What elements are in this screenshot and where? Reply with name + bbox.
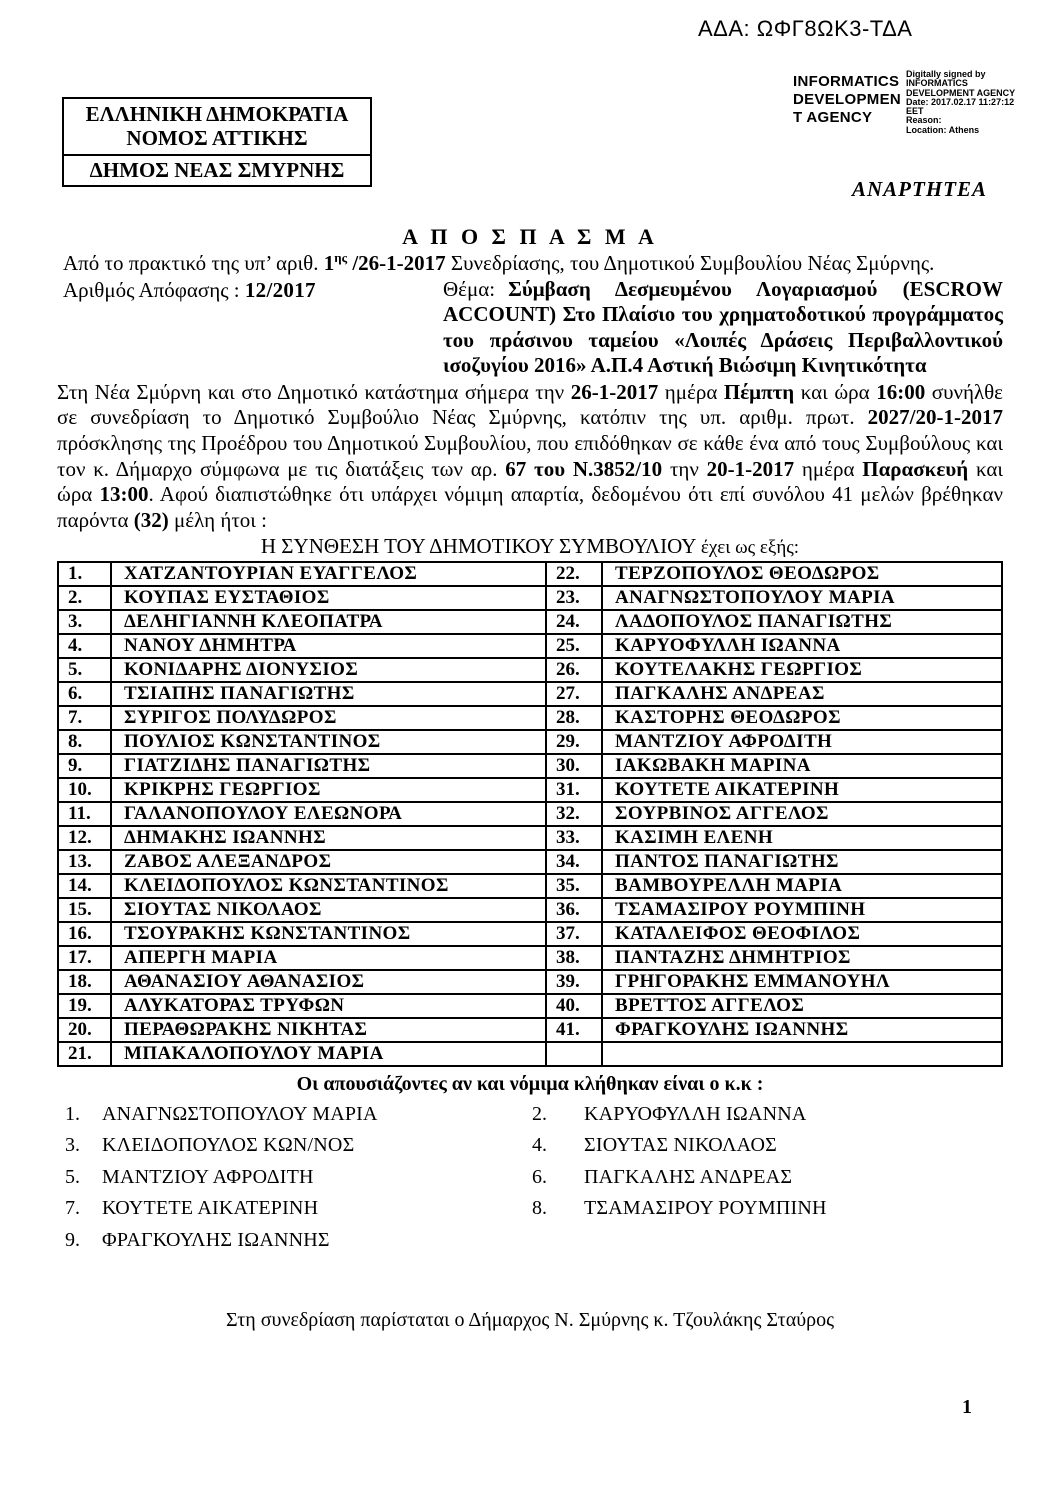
member-name-cell: ΛΑΔΟΠΟΥΛΟΣ ΠΑΝΑΓΙΩΤΗΣ (602, 610, 1002, 634)
member-number-cell: 29. (546, 730, 602, 754)
member-name-cell: ΓΑΛΑΝΟΠΟΥΛΟΥ ΕΛΕΩΝΟΡΑ (111, 802, 546, 826)
absent-member-number: 8. (532, 1197, 547, 1220)
member-name-cell: ΣΙΟΥΤΑΣ ΝΙΚΟΛΑΟΣ (111, 898, 546, 922)
absent-list-row (57, 1197, 1003, 1229)
member-number-cell: 4. (58, 634, 111, 658)
signature-detail-line: Location: Athens (906, 124, 980, 135)
council-table-row (58, 610, 1002, 634)
absent-list-row (57, 1166, 1003, 1198)
member-number-cell: 26. (546, 658, 602, 682)
member-number-cell: 21. (58, 1042, 111, 1066)
member-number-cell: 11. (58, 802, 111, 826)
member-number-cell: 25. (546, 634, 602, 658)
authority-line-prefecture: ΝΟΜΟΣ ΑΤΤΙΚΗΣ (126, 126, 308, 150)
member-number-cell (546, 1042, 602, 1066)
agency-name-line: DEVELOPMEN (793, 91, 902, 108)
ada-code: ΑΔΑ: ΩΦΓ8ΩΚ3-ΤΔΑ (698, 16, 913, 41)
council-table-row (58, 850, 1002, 874)
member-name-cell: ΠΟΥΛΙΟΣ ΚΩΝΣΤΑΝΤΙΝΟΣ (111, 730, 546, 754)
member-number-cell: 20. (58, 1018, 111, 1042)
member-name-cell: ΒΡΕΤΤΟΣ ΑΓΓΕΛΟΣ (602, 994, 1002, 1018)
member-number-cell: 30. (546, 754, 602, 778)
member-number-cell: 38. (546, 946, 602, 970)
intro-line: Από το πρακτικό της υπ’ αριθ. $1^{\eta\varsigma}$ /26-1-2017 Συνεδρίασης, του Δημοτικού Συμβουλίου Νέας Σμύρνης. (63, 250, 935, 275)
member-number-cell: 35. (546, 874, 602, 898)
council-table-row (58, 682, 1002, 706)
member-number-cell: 34. (546, 850, 602, 874)
council-table-row (58, 898, 1002, 922)
member-name-cell: ΠΕΡΑΘΩΡΑΚΗΣ ΝΙΚΗΤΑΣ (111, 1018, 546, 1042)
member-name-cell: ΚΑΡΥΟΦΥΛΛΗ ΙΩΑΝΝΑ (602, 634, 1002, 658)
subject-label: Θέμα: (443, 277, 496, 301)
member-number-cell: 41. (546, 1018, 602, 1042)
member-name-cell: ΧΑΤΖΑΝΤΟΥΡΙΑΝ ΕΥΑΓΓΕΛΟΣ (111, 562, 546, 586)
absent-member-number: 5. (65, 1165, 80, 1188)
member-number-cell: 23. (546, 586, 602, 610)
member-name-cell: ΑΘΑΝΑΣΙΟΥ ΑΘΑΝΑΣΙΟΣ (111, 970, 546, 994)
member-number-cell: 5. (58, 658, 111, 682)
council-table-row (58, 994, 1002, 1018)
member-name-cell: ΖΑΒΟΣ ΑΛΕΞΑΝΔΡΟΣ (111, 850, 546, 874)
member-number-cell: 19. (58, 994, 111, 1018)
decision-subject-row (57, 277, 1003, 379)
council-table-row (58, 802, 1002, 826)
agency-name-line: T AGENCY (793, 109, 873, 126)
member-number-cell: 33. (546, 826, 602, 850)
member-name-cell: ΚΟΥΤΕΤΕ ΑΙΚΑΤΕΡΙΝΗ (602, 778, 1002, 802)
member-name-cell: ΚΡΙΚΡΗΣ ΓΕΩΡΓΙΟΣ (111, 778, 546, 802)
member-number-cell: 40. (546, 994, 602, 1018)
member-number-cell: 31. (546, 778, 602, 802)
member-number-cell: 6. (58, 682, 111, 706)
member-number-cell: 15. (58, 898, 111, 922)
absent-member-number: 3. (65, 1134, 80, 1157)
member-number-cell: 36. (546, 898, 602, 922)
member-number-cell: 22. (546, 562, 602, 586)
member-name-cell: ΑΝΑΓΝΩΣΤΟΠΟΥΛΟΥ ΜΑΡΙΑ (602, 586, 1002, 610)
absent-member-number: 4. (532, 1134, 547, 1157)
signature-detail-line: DEVELOPMENT AGENCY (906, 87, 1016, 98)
absent-heading: Οι απουσιάζοντες αν και νόμιμα κλήθηκαν είναι ο κ.κ : (296, 1072, 764, 1095)
document-body (57, 224, 1003, 1332)
authority-line-republic: ΕΛΛΗΝΙΚΗ ΔΗΜΟΚΡΑΤΙΑ (85, 102, 349, 126)
anartitea-label: ΑΝΑΡΤΗΤΕΑ (852, 177, 988, 201)
digital-signature-details (906, 70, 1046, 135)
member-number-cell: 39. (546, 970, 602, 994)
absent-list-row (57, 1103, 1003, 1135)
council-table-row (58, 562, 1002, 586)
absent-list (57, 1103, 1003, 1261)
council-table-row (58, 826, 1002, 850)
digital-signature-agency-name (793, 73, 901, 127)
absent-member-name: ΜΑΝΤΖΙΟΥ ΑΦΡΟΔΙΤΗ (102, 1165, 314, 1188)
member-name-cell: ΜΑΝΤΖΙΟΥ ΑΦΡΟΔΙΤΗ (602, 730, 1002, 754)
member-number-cell: 17. (58, 946, 111, 970)
absent-member-number: 9. (65, 1228, 80, 1251)
member-number-cell: 7. (58, 706, 111, 730)
council-table-row (58, 706, 1002, 730)
authority-line-municipality: ΔΗΜΟΣ ΝΕΑΣ ΣΜΥΡΝΗΣ (89, 158, 345, 182)
member-number-cell: 9. (58, 754, 111, 778)
member-number-cell: 1. (58, 562, 111, 586)
authority-box (62, 97, 372, 187)
council-table-row (58, 754, 1002, 778)
decision-label: Αριθμός Απόφασης : (63, 278, 240, 302)
absent-member-number: 1. (65, 1102, 80, 1125)
council-table-row (58, 946, 1002, 970)
page-number: 1 (962, 1396, 972, 1418)
absent-list-row (57, 1229, 1003, 1261)
council-table-row (58, 922, 1002, 946)
absent-member-name: ΣΙΟΥΤΑΣ ΝΙΚΟΛΑΟΣ (584, 1134, 777, 1157)
absent-member-number: 7. (65, 1197, 80, 1220)
decision-number: 12/2017 (244, 278, 316, 302)
member-name-cell: ΚΑΤΑΛΕΙΦΟΣ ΘΕΟΦΙΛΟΣ (602, 922, 1002, 946)
member-name-cell: ΚΟΝΙΔΑΡΗΣ ΔΙΟΝΥΣΙΟΣ (111, 658, 546, 682)
member-name-cell: ΣΟΥΡΒΙΝΟΣ ΑΓΓΕΛΟΣ (602, 802, 1002, 826)
member-name-cell: ΣΥΡΙΓΟΣ ΠΟΛΥΔΩΡΟΣ (111, 706, 546, 730)
member-number-cell: 3. (58, 610, 111, 634)
authority-box-top (64, 99, 370, 156)
council-table-row (58, 874, 1002, 898)
council-table-row (58, 1042, 1002, 1066)
member-name-cell: ΚΟΥΠΑΣ ΕΥΣΤΑΘΙΟΣ (111, 586, 546, 610)
absent-member-name: ΑΝΑΓΝΩΣΤΟΠΟΥΛΟΥ ΜΑΡΙΑ (102, 1102, 378, 1125)
document-title: Α Π Ο Σ Π Α Σ Μ Α (402, 224, 658, 249)
member-name-cell: ΠΑΝΤΑΖΗΣ ΔΗΜΗΤΡΙΟΣ (602, 946, 1002, 970)
council-table-row (58, 730, 1002, 754)
member-name-cell (602, 1042, 1002, 1066)
absent-member-number: 2. (532, 1102, 547, 1125)
member-name-cell: ΠΑΓΚΑΛΗΣ ΑΝΔΡΕΑΣ (602, 682, 1002, 706)
council-members-table (57, 561, 1003, 1067)
member-number-cell: 8. (58, 730, 111, 754)
council-table-row (58, 970, 1002, 994)
composition-heading-caps: Η ΣΥΝΘΕΣΗ ΤΟΥ ΔΗΜΟΤΙΚΟΥ ΣΥΜΒΟΥΛΙΟΥ (260, 533, 696, 558)
member-name-cell: ΒΑΜΒΟΥΡΕΛΛΗ ΜΑΡΙΑ (602, 874, 1002, 898)
member-name-cell: ΓΙΑΤΖΙΔΗΣ ΠΑΝΑΓΙΩΤΗΣ (111, 754, 546, 778)
member-name-cell: ΦΡΑΓΚΟΥΛΗΣ ΙΩΑΝΝΗΣ (602, 1018, 1002, 1042)
member-number-cell: 16. (58, 922, 111, 946)
member-name-cell: ΤΕΡΖΟΠΟΥΛΟΣ ΘΕΟΔΩΡΟΣ (602, 562, 1002, 586)
member-number-cell: 32. (546, 802, 602, 826)
absent-member-name (584, 1229, 1003, 1261)
member-name-cell: ΤΣΙΑΠΗΣ ΠΑΝΑΓΙΩΤΗΣ (111, 682, 546, 706)
signature-detail-line: EET (906, 106, 924, 117)
member-name-cell: ΠΑΝΤΟΣ ΠΑΝΑΓΙΩΤΗΣ (602, 850, 1002, 874)
member-number-cell: 27. (546, 682, 602, 706)
council-table-row (58, 778, 1002, 802)
member-name-cell: ΝΑΝΟΥ ΔΗΜΗΤΡΑ (111, 634, 546, 658)
subject-text: Σύμβαση Δεσμευμένου Λογαριασμού (ESCROW ACCOUNT) Στο Πλαίσιο του χρηματοδοτικού προγράμματος του πράσινου ταμείου «Λοιπές Δράσεις Περιβαλλοντικού ισοζυγίου 2016» Α.Π.4 Αστική Βιώσιμη Κινητικότητα (443, 277, 1003, 378)
member-number-cell: 2. (58, 586, 111, 610)
decision-number-line (57, 277, 443, 379)
member-name-cell: ΑΠΕΡΓΗ ΜΑΡΙΑ (111, 946, 546, 970)
member-name-cell: ΚΑΣΤΟΡΗΣ ΘΕΟΔΩΡΟΣ (602, 706, 1002, 730)
subject-block (443, 277, 1003, 379)
absent-member-name: ΚΑΡΥΟΦΥΛΛΗ ΙΩΑΝΝΑ (584, 1102, 807, 1125)
absent-member-name: ΚΟΥΤΕΤΕ ΑΙΚΑΤΕΡΙΝΗ (102, 1197, 319, 1220)
member-number-cell: 12. (58, 826, 111, 850)
absent-member-name: ΠΑΓΚΑΛΗΣ ΑΝΔΡΕΑΣ (584, 1165, 793, 1188)
composition-heading-tail: έχει ως εξής: (700, 536, 800, 558)
session-paragraph: Στη Νέα Σμύρνη και στο Δημοτικό κατάστημα σήμερα την 26-1-2017 ημέρα Πέμπτη και ώρα 16:00 συνήλθε σε συνεδρίαση το Δημοτικό Συμβούλιο Νέας Σμύρνης, κατόπιν της υπ. αριθμ. πρωτ. 2027/20-1-2017 πρόσκλησης της Προέδρου του Δημοτικού Συμβουλίου, που επιδόθηκαν σε κάθε ένα από τους Συμβούλους και τον κ. Δήμαρχο σύμφωνα με τις διατάξεις των αρ. 67 του Ν.3852/10 την 20-1-2017 ημέρα Παρασκευή και ώρα 13:00. Αφού διαπιστώθηκε ότι υπάρχει νόμιμη απαρτία, δεδομένου ότι επί συνόλου 41 μελών βρέθηκαν παρόντα (32) μέλη ήτοι : (57, 379, 1004, 533)
member-name-cell: ΤΣΟΥΡΑΚΗΣ ΚΩΝΣΤΑΝΤΙΝΟΣ (111, 922, 546, 946)
signature-detail-line: Digitally signed by (906, 69, 986, 79)
member-number-cell: 28. (546, 706, 602, 730)
signature-detail-line: Date: 2017.02.17 11:27:12 (906, 96, 1015, 107)
mayor-attendance-line: Στη συνεδρίαση παρίσταται ο Δήμαρχος Ν. Σμύρνης κ. Τζουλάκης Σταύρος (225, 1309, 834, 1332)
member-name-cell: ΚΑΣΙΜΗ ΕΛΕΝΗ (602, 826, 1002, 850)
member-name-cell: ΙΑΚΩΒΑΚΗ ΜΑΡΙΝΑ (602, 754, 1002, 778)
member-number-cell: 37. (546, 922, 602, 946)
absent-member-number: 6. (532, 1165, 547, 1188)
member-name-cell: ΑΛΥΚΑΤΟΡΑΣ ΤΡΥΦΩΝ (111, 994, 546, 1018)
council-table-row (58, 658, 1002, 682)
member-name-cell: ΜΠΑΚΑΛΟΠΟΥΛΟΥ ΜΑΡΙΑ (111, 1042, 546, 1066)
member-name-cell: ΚΛΕΙΔΟΠΟΥΛΟΣ ΚΩΝΣΤΑΝΤΙΝΟΣ (111, 874, 546, 898)
signature-detail-line: Reason: (906, 115, 942, 126)
absent-member-name: ΚΛΕΙΔΟΠΟΥΛΟΣ ΚΩΝ/ΝΟΣ (102, 1134, 355, 1157)
council-table-row (58, 586, 1002, 610)
member-name-cell: ΓΡΗΓΟΡΑΚΗΣ ΕΜΜΑΝΟΥΗΛ (602, 970, 1002, 994)
council-table-row (58, 1018, 1002, 1042)
council-table-row (58, 634, 1002, 658)
member-name-cell: ΔΗΜΑΚΗΣ ΙΩΑΝΝΗΣ (111, 826, 546, 850)
agency-name-line: INFORMATICS (793, 73, 900, 90)
absent-list-row (57, 1134, 1003, 1166)
member-number-cell: 14. (58, 874, 111, 898)
signature-detail-line: INFORMATICS (906, 78, 968, 89)
member-name-cell: ΔΕΛΗΓΙΑΝΝΗ ΚΛΕΟΠΑΤΡΑ (111, 610, 546, 634)
composition-heading (57, 535, 1003, 559)
member-number-cell: 18. (58, 970, 111, 994)
member-number-cell: 24. (546, 610, 602, 634)
absent-member-name: ΦΡΑΓΚΟΥΛΗΣ ΙΩΑΝΝΗΣ (102, 1228, 330, 1251)
member-number-cell: 13. (58, 850, 111, 874)
member-name-cell: ΚΟΥΤΕΛΑΚΗΣ ΓΕΩΡΓΙΟΣ (602, 658, 1002, 682)
member-number-cell: 10. (58, 778, 111, 802)
absent-member-name: ΤΣΑΜΑΣΙΡΟΥ ΡΟΥΜΠΙΝΗ (584, 1197, 827, 1220)
member-name-cell: ΤΣΑΜΑΣΙΡΟΥ ΡΟΥΜΠΙΝΗ (602, 898, 1002, 922)
absent-member-number (532, 1229, 584, 1261)
